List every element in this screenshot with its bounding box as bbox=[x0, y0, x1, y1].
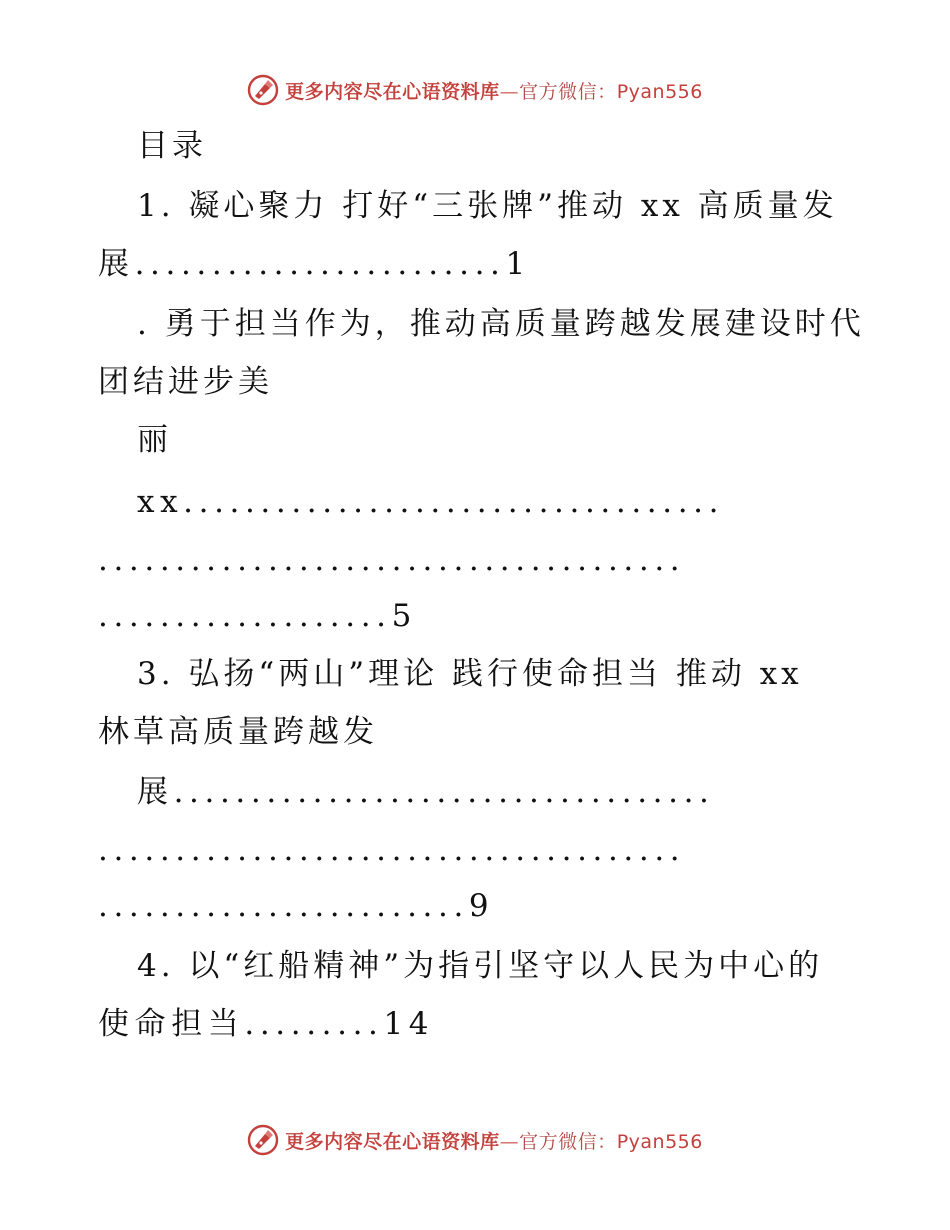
banner-main-text: 更多内容尽在心语资料库 bbox=[285, 1130, 500, 1153]
toc-line: 林草高质量跨越发 bbox=[98, 714, 378, 750]
banner-wechat-label: 官方微信： bbox=[519, 80, 617, 103]
toc-line: 1. 凝心聚力 打好“三张牌”推动 xx 高质量发 bbox=[137, 188, 838, 224]
toc-heading: 目录 bbox=[137, 128, 207, 164]
toc-line: . 勇于担当作为，推动高质量跨越发展建设时代 bbox=[137, 306, 865, 342]
banner-wechat-label: 官方微信： bbox=[519, 1130, 617, 1153]
toc-line: 丽 bbox=[137, 422, 172, 458]
header-banner bbox=[0, 70, 950, 110]
toc-line: ...................................... bbox=[98, 832, 686, 868]
banner-wechat-id: Pyan556 bbox=[616, 80, 703, 103]
toc-line: 展................................... bbox=[137, 774, 715, 810]
banner-wechat-id: Pyan556 bbox=[616, 1130, 703, 1153]
toc-line: 展........................1 bbox=[98, 246, 531, 282]
banner-text bbox=[285, 1127, 703, 1154]
toc-line: 使命担当.........14 bbox=[98, 1006, 435, 1042]
toc-line: ........................9 bbox=[98, 888, 495, 924]
banner-dash: — bbox=[499, 80, 520, 103]
toc-line: ...................................... bbox=[98, 542, 686, 578]
toc-line: xx................................... bbox=[137, 484, 725, 520]
toc-line: 4. 以“红船精神”为指引坚守以人民为中心的 bbox=[137, 948, 824, 984]
pen-nib-logo-icon bbox=[247, 1124, 279, 1156]
banner-main-text: 更多内容尽在心语资料库 bbox=[285, 80, 500, 103]
pen-nib-logo-icon bbox=[247, 74, 279, 106]
toc-line: 3. 弘扬“两山”理论 践行使命担当 推动 xx bbox=[137, 656, 803, 692]
toc-line: 团结进步美 bbox=[98, 364, 273, 400]
banner-dash: — bbox=[499, 1130, 520, 1153]
toc-line: ...................5 bbox=[98, 598, 417, 634]
banner-text bbox=[285, 77, 703, 104]
footer-banner bbox=[0, 1120, 950, 1160]
